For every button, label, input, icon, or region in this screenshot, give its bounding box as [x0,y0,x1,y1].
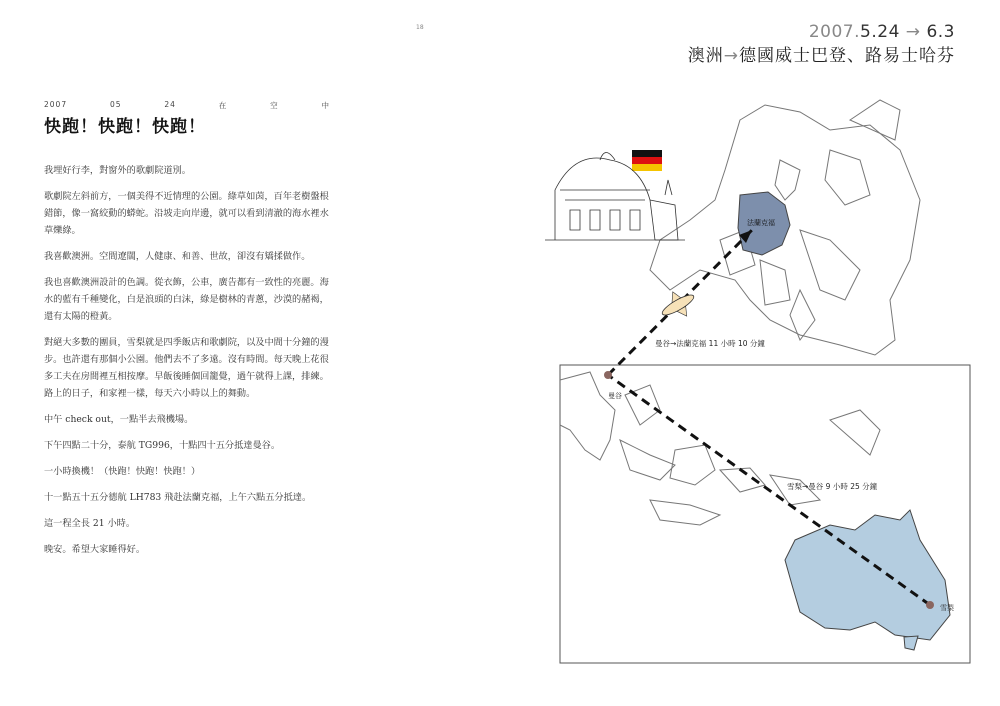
leg2-duration-label: 雪梨→曼谷 9 小時 25 分鐘 [787,482,878,491]
paragraph: 一小時換機！（快跑！快跑！快跑！） [44,466,201,477]
route-to: 德國威士巴登、路易士哈芬 [739,46,955,66]
date-word-2: 空 [270,101,279,110]
frankfurt-label: 法蘭克福 [747,219,775,227]
sydney-dot [926,601,934,609]
date-start: 2007. [808,22,861,42]
paragraph: 歌劇院左斜前方，一個美得不近情理的公園。綠草如茵，百年老樹盤根錯節，像一窩絞動的蟒蛇。沿坡走向岸邊，就可以看到清澈的海水裡水草爍綠。 [44,191,329,236]
date-start-bold: 5.24 [860,22,900,42]
date-end: 6.3 [926,22,955,42]
paragraph: 十一點五十五分德航 LH783 飛赴法蘭克福，上午六點五分抵達。 [44,492,312,503]
sydney-label: 雪梨 [940,604,954,612]
date-day: 24 [164,100,176,109]
paragraph: 中午 check out，一點半去飛機場。 [44,414,194,425]
date-word-1: 在 [218,101,228,110]
right-page [500,0,1000,706]
date-word-3: 中 [321,101,330,110]
german-flag-icon [632,150,662,171]
route-from: 澳洲 [687,46,724,66]
bangkok-label: 曼谷 [608,392,622,400]
opera-house-sketch-icon [545,153,685,241]
route-arrow: → [723,46,739,66]
page-number: 18 [416,24,424,31]
leg1-duration-label: 曼谷→法蘭克福 11 小時 10 分鐘 [655,339,765,348]
paragraph: 這一程全長 21 小時。 [44,518,136,529]
date-month: 05 [109,100,122,109]
date-year: 2007 [44,100,68,109]
date-arrow: → [899,22,927,42]
bangkok-dot [604,371,612,379]
paragraph: 下午四點二十分，泰航 TG996，十點四十五分抵達曼谷。 [44,440,281,451]
route-map [500,0,1000,706]
paragraph: 我喜歡澳洲。空間遼闊，人健康、和善、世故，卻沒有矯揉做作。 [44,251,311,262]
paragraph: 對絕大多數的團員，雪梨就是四季飯店和歌劇院，以及中間十分鐘的漫步。也許還有那個小公園。他們去不了多遠。沒有時間。每天晚上花很多工夫在房間裡互相按摩。早飯後睡個回籠覺，過午就得上課，排練。路上的日子，和家裡一樣，每天六小時以上的舞動。 [44,337,329,399]
entry-body [44,162,334,567]
paragraph: 晚安。希望大家睡得好。 [44,544,146,555]
diary-date-line [44,100,330,111]
paragraph: 我也喜歡澳洲設計的色調。從衣飾，公車，廣告都有一致性的亮麗。海水的藍有千種變化，白是浪頭的白沫，綠是樹林的青蔥，沙漠的赭褐，還有太陽的橙黃。 [44,277,329,322]
paragraph: 我埋好行李，對窗外的歌劇院道別。 [44,165,191,176]
entry-title: 快跑！快跑！快跑！ [44,117,206,137]
